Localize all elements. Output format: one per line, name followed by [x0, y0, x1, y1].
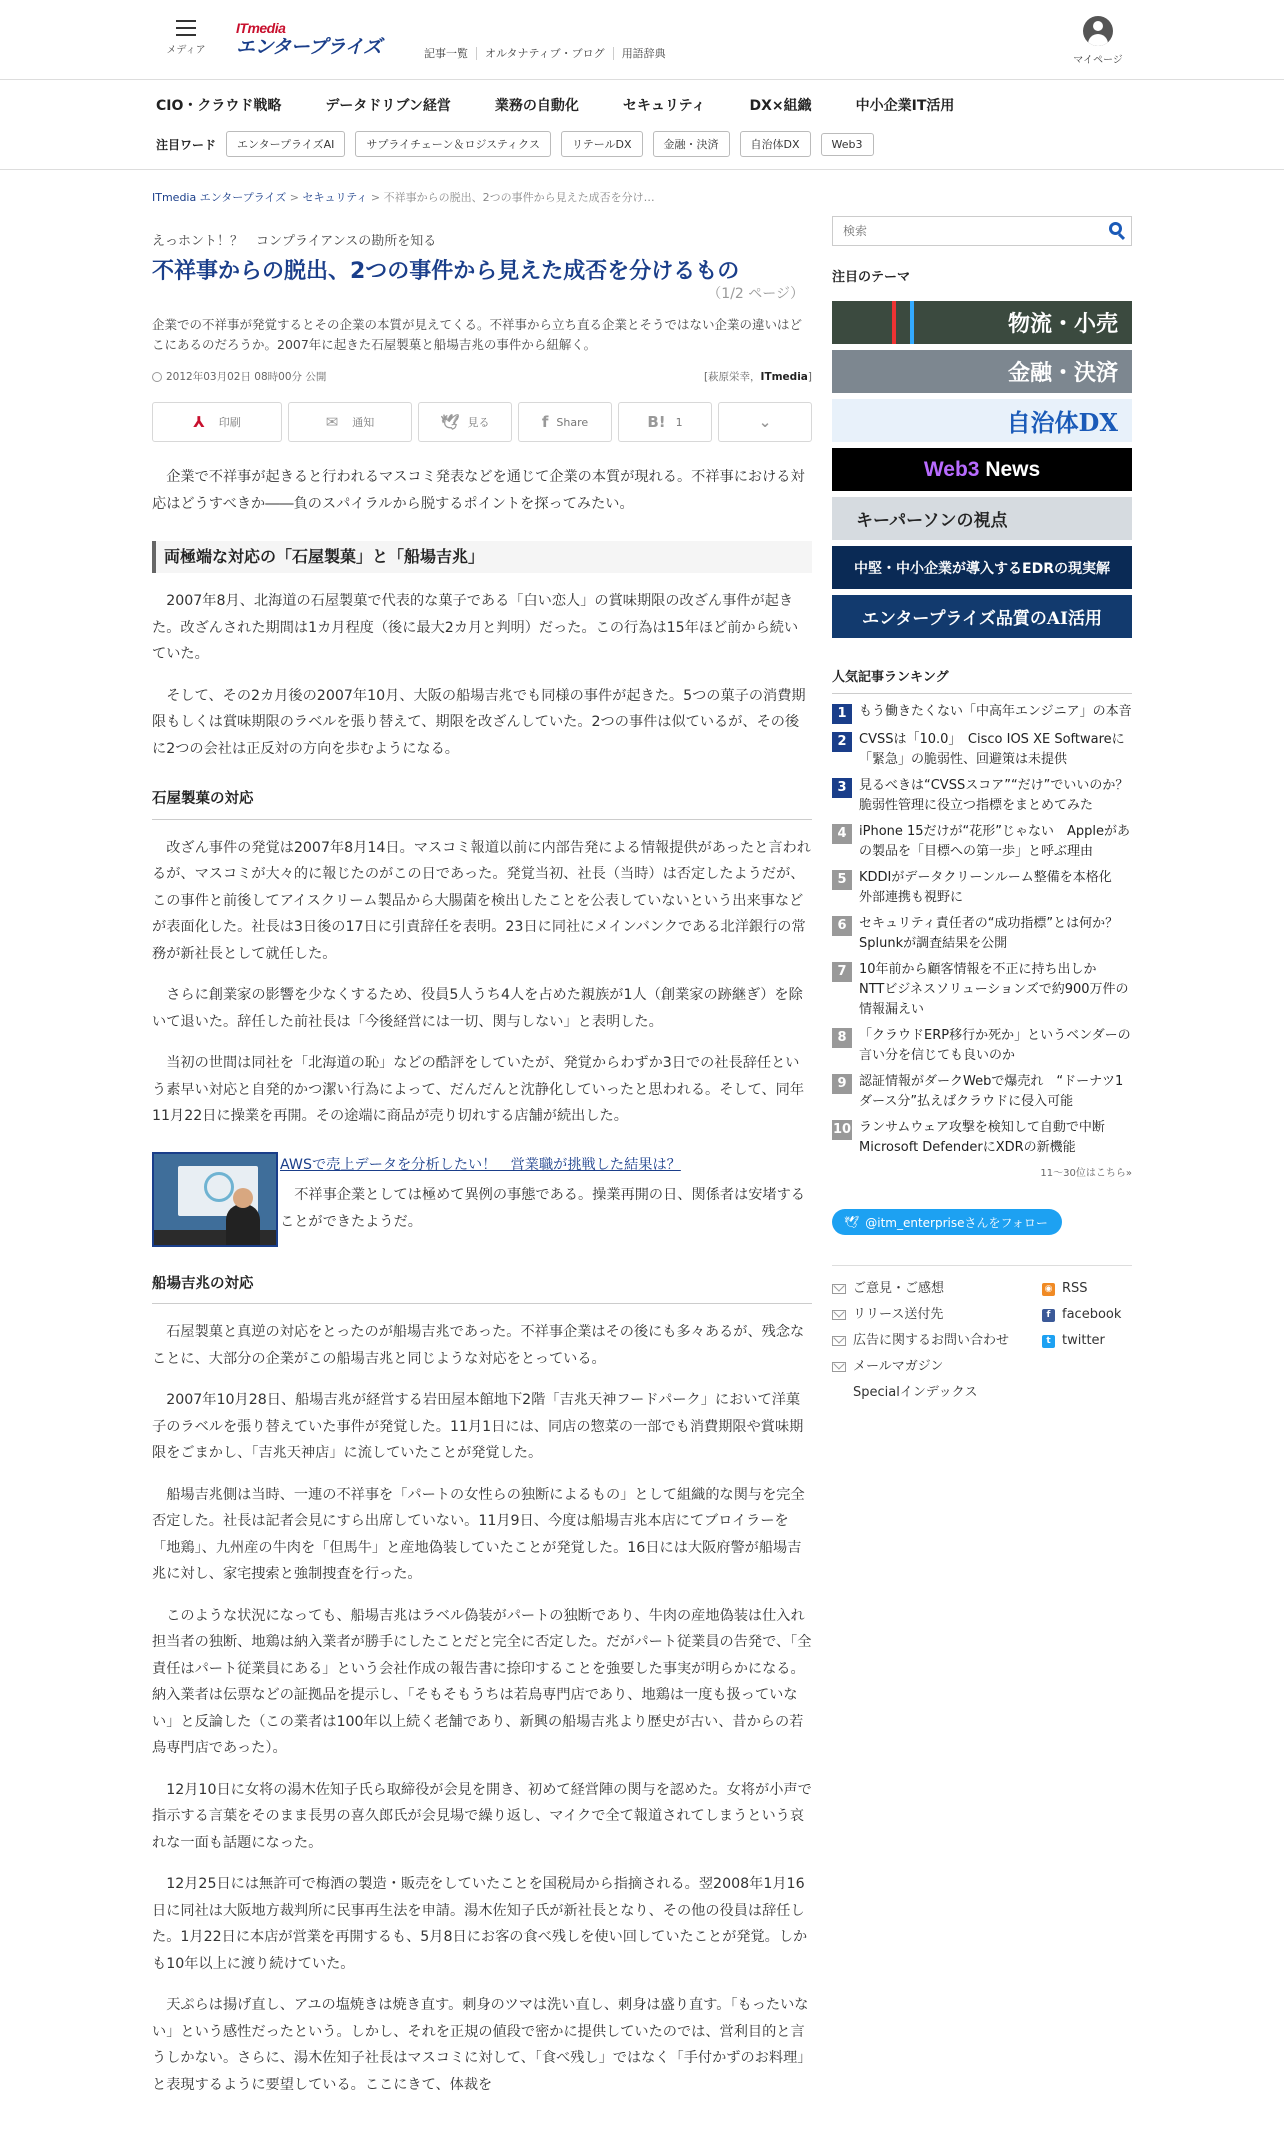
keywords-title: 注目ワード — [156, 137, 217, 152]
print-button[interactable]: ⅄ 印刷 — [152, 402, 282, 442]
paragraph: 当初の世間は同社を「北海道の恥」などの酷評をしていたが、発覚からわずか3日での社長辞任という素早い対応と自発的かつ潔い行為によって、だんだんと沈静化していったと思われる。そして、同年11月22日に操業を再開。その途端に商品が売り切れする店舗が続出した。 — [152, 1055, 805, 1124]
nav-glossary[interactable]: 用語辞典 — [621, 47, 666, 60]
banner-keyperson[interactable]: キーパーソンの視点 — [832, 497, 1132, 540]
search-box — [832, 216, 1132, 246]
subsection-heading: 石屋製菓の対応 — [152, 786, 812, 820]
keyword-finance[interactable]: 金融・決済 — [653, 131, 730, 157]
keyword-enterprise-ai[interactable]: エンタープライズAI — [226, 131, 345, 157]
notify-icon: ✉ — [325, 413, 339, 431]
search-input[interactable] — [833, 217, 1093, 245]
breadcrumb-current: > 不祥事からの脱出、2つの事件から見えた成否を分け… — [367, 191, 655, 204]
banner-gov-dx[interactable]: 自治体DX — [832, 399, 1132, 442]
search-icon[interactable] — [1109, 222, 1125, 238]
paragraph: 2007年10月28日、船場吉兆が経営する岩田屋本館地下2階「吉兆天神フードパーク」において洋菓子のラベルを張り替えていた事件が発覚した。11月1日には、同店の惣菜の一部でも消費期限や賞味期限をごまかし、「吉兆天神店」に流していたことが発覚した。 — [152, 1392, 804, 1461]
mypage-button[interactable] — [1068, 16, 1128, 66]
related-article-link[interactable]: AWSで売上データを分析したい！ 営業職が挑戦した結果は？ — [280, 1156, 681, 1173]
blank-icon — [832, 1388, 846, 1398]
paragraph: 改ざん事件の発覚は2007年8月14日。マスコミ報道以前に内部告発による情報提供があったと言われるが、マスコミが大々的に報じたのがこの日であった。発覚当初、社長（当時）は否定したようだが、この事件と前後してアイスクリーム製品から大腸菌を検出したことを公表していないという出来事などが表面化した。社長は3日後の17日に引責辞任を表明。23日に同社にメインバンクである北洋銀行の常務が新社長として就任した。 — [152, 839, 811, 962]
media-menu-label: メディア — [166, 45, 206, 56]
ranking-title: 人気記事ランキング — [832, 666, 1132, 694]
paragraph: そして、その2カ月後の2007年10月、大阪の船場吉兆でも同様の事件が起きた。5つの菓子の消費期限もしくは賞味期限のラベルを張り替えて、期限を改ざんしていた。2つの事件は似ているが、その後に2つの会社は正反対の方向を歩むようになる。 — [152, 687, 806, 757]
ranking-item[interactable]: 8 「クラウドERP移行か死か」というベンダーの言い分を信じても良いのか — [832, 1026, 1132, 1066]
facebook-share-button[interactable]: f Share — [518, 402, 612, 442]
keyword-retail-dx[interactable]: リテールDX — [561, 131, 643, 157]
related-thumbnail[interactable] — [152, 1152, 278, 1247]
mail-icon — [832, 1362, 846, 1372]
ranking-item[interactable]: 7 10年前から顧客情報を不正に持ち出しか NTTビジネスソリューションズで約900万件の情報漏えい — [832, 960, 1132, 1020]
sidebar — [832, 216, 1142, 1410]
link-release[interactable]: リリース送付先 — [832, 1306, 1042, 1324]
article-title: 不祥事からの脱出、2つの事件から見えた成否を分けるもの — [152, 259, 740, 284]
article-body — [152, 464, 812, 2098]
author: [萩原栄幸，ITmedia] — [703, 371, 812, 383]
twitter-share-button[interactable]: 🕊 見る — [418, 402, 512, 442]
ranking-list — [832, 702, 1142, 1158]
link-feedback[interactable]: ご意見・ご感想 — [832, 1280, 1042, 1298]
mail-icon — [832, 1310, 846, 1320]
ranking-more-link[interactable]: 11～30位はこちら» — [1040, 1168, 1132, 1179]
category-automation[interactable]: 業務の自動化 — [494, 98, 579, 114]
hatena-bookmark-button[interactable]: B! 1 — [618, 402, 712, 442]
keyword-gov-dx[interactable]: 自治体DX — [740, 131, 811, 157]
pocket-icon: ⌄ — [758, 413, 772, 431]
sidebar-footer-links — [832, 1265, 1132, 1410]
hamburger-icon — [176, 20, 196, 36]
hatena-icon: B! — [647, 413, 666, 431]
link-ad-inquiry[interactable]: 広告に関するお問い合わせ — [832, 1332, 1042, 1350]
twitter-follow-button[interactable]: 🕊 @itm_enterpriseさんをフォロー — [832, 1209, 1062, 1235]
category-security[interactable]: セキュリティ — [622, 98, 706, 114]
breadcrumb-home[interactable]: ITmedia エンタープライズ — [152, 191, 287, 204]
category-smb-it[interactable]: 中小企業IT活用 — [855, 98, 955, 114]
mail-icon — [832, 1284, 846, 1294]
theme-banners — [832, 301, 1132, 638]
paragraph: 船場吉兆側は当時、一連の不祥事を「パートの女性らの独断によるもの」として組織的な関与を完全否定した。社長は記者会見にすら出席していない。11月9日、今度は船場吉兆本店にてブロイラーを「地鶏」、九州産の牛肉を「但馬牛」と産地偽装していたことが発覚した。16日には大阪府警が船場吉兆に対し、家宅捜索と強制捜査を行った。 — [152, 1486, 805, 1582]
mail-icon — [832, 1336, 846, 1346]
paragraph: 天ぷらは揚げ直し、アユの塩焼きは焼き直す。刺身のツマは洗い直し、刺身は盛り直す。「もったいない」という感性だったという。しかし、それを正規の値段で密かに提供していたのでは、営利目的と言うしかない。さらに、湯木佐知子社長はマスコミに対して、「食べ残し」ではなく「手付かずのお料理」と表現するように要望している。ここにきて、体裁を — [152, 1997, 812, 2093]
theme-title: 注目のテーマ — [832, 270, 911, 285]
category-dx-org[interactable]: DX×組織 — [749, 98, 812, 114]
banner-logistics-retail[interactable]: 物流・小売 — [832, 301, 1132, 344]
link-special-index[interactable]: Specialインデックス — [832, 1384, 1042, 1402]
ranking-item[interactable]: 1 もう働きたくない「中高年エンジニア」の本音 — [832, 702, 1132, 724]
media-menu-button[interactable] — [164, 20, 208, 56]
article-lead: 企業での不祥事が発覚するとその企業の本質が見えてくる。不祥事から立ち直る企業とそうではない企業の違いはどこにあるのだろうか。2007年に起きた石屋製菓と船場吉兆の事件から紐解く。 — [152, 317, 803, 352]
twitter-icon: 🕊 — [844, 1215, 860, 1229]
share-bar — [152, 402, 812, 442]
nav-article-list[interactable]: 記事一覧 — [424, 47, 477, 60]
site-logo[interactable]: ITmedia エンタープライズ — [236, 20, 382, 58]
category-cio-cloud[interactable]: CIO・クラウド戦略 — [156, 98, 282, 114]
link-newsletter[interactable]: メールマガジン — [832, 1358, 1042, 1376]
breadcrumb: ITmedia エンタープライズ > セキュリティ > 不祥事からの脱出、2つの事件から見えた成否を分け… — [152, 191, 655, 204]
user-icon — [1083, 16, 1113, 46]
article-meta — [152, 369, 812, 384]
twitter-icon: 🕊 — [440, 413, 460, 431]
mypage-label: マイページ — [1073, 55, 1123, 66]
paragraph: 石屋製菓と真逆の対応をとったのが船場吉兆であった。不祥事企業はその後にも多々あるが、残念なことに、大部分の企業がこの船場吉兆と同じような対応をとっている。 — [152, 1324, 805, 1367]
ranking-item[interactable]: 9 認証情報がダークWebで爆売れ “ドーナツ1ダース分”払えばクラウドに侵入可能 — [832, 1072, 1132, 1112]
print-icon: ⅄ — [193, 413, 205, 431]
link-rss[interactable]: ◉ RSS — [1042, 1280, 1132, 1298]
nav-alternative-blog[interactable]: オルタナティブ・ブログ — [477, 47, 614, 60]
related-article — [152, 1152, 812, 1247]
ranking-item[interactable]: 10 ランサムウェア攻撃を検知して自動で中断 Microsoft DefenderにXDRの新機能 — [832, 1120, 1118, 1155]
ranking-item[interactable]: 5 KDDIがデータクリーンルーム整備を本格化 外部連携も視野に — [832, 868, 1132, 908]
notify-button[interactable]: ✉ 通知 — [288, 402, 412, 442]
pocket-button[interactable] — [718, 402, 812, 442]
ranking-item[interactable]: 4 iPhone 15だけが“花形”じゃない Appleがあの製品を「目標への第一歩」と呼ぶ理由 — [832, 822, 1132, 862]
page-indicator: （1/2 ページ） — [707, 286, 804, 302]
section-heading: 両極端な対応の「石屋製菓」と「船場吉兆」 — [152, 541, 812, 573]
paragraph: 不祥事企業としては極めて異例の事態である。操業再開の日、関係者は安堵することができたようだ。 — [280, 1187, 805, 1230]
banner-finance[interactable]: 金融・決済 — [832, 350, 1132, 393]
category-data-driven[interactable]: データドリブン経営 — [325, 98, 451, 114]
ranking-item[interactable]: 3 見るべきは“CVSSスコア”“だけ”でいいのか？ 脆弱性管理に役立つ指標をまとめてみた — [832, 776, 1132, 816]
link-facebook[interactable]: f facebook — [1042, 1306, 1132, 1324]
paragraph: 企業で不祥事が起きると行われるマスコミ発表などを通じて企業の本質が現れる。不祥事における対応はどうすべきか――負のスパイラルから脱するポイントを探ってみたい。 — [152, 469, 805, 512]
category-nav — [0, 80, 1284, 170]
publish-date: 2012年03月02日 08時00分 公開 — [152, 369, 326, 384]
keyword-web3[interactable]: Web3 — [821, 133, 874, 156]
twitter-icon: t — [1042, 1335, 1055, 1348]
rss-icon: ◉ — [1042, 1283, 1055, 1296]
facebook-icon: f — [1042, 1309, 1055, 1322]
subsection-heading: 船場吉兆の対応 — [152, 1271, 812, 1305]
paragraph: 2007年8月、北海道の石屋製菓で代表的な菓子である「白い恋人」の賞味期限の改ざん事件が起きた。改ざんされた期間は1カ月程度（後に最大2カ月と判明）だった。この行為は15年ほど前から続いていた。 — [152, 593, 799, 662]
link-twitter[interactable]: t twitter — [1042, 1332, 1132, 1350]
banner-enterprise-ai[interactable]: エンタープライズ品質のAI活用 — [832, 595, 1132, 638]
paragraph: さらに創業家の影響を少なくするため、役員5人うち4人を占めた親族が1人（創業家の跡継ぎ）を除いて退いた。辞任した前社長は「今後経営には一切、関与しない」と表明した。 — [152, 987, 803, 1030]
ranking-item[interactable]: 6 セキュリティ責任者の“成功指標”とは何か？ Splunkが調査結果を公開 — [832, 914, 1132, 954]
paragraph: このような状況になっても、船場吉兆はラベル偽装がパートの独断であり、牛肉の産地偽装は仕入れ担当者の独断、地鶏は納入業者が勝手にしたことだと完全に否定した。だがパート従業員の告発で、「全責任はパート従業員にある」という会社作成の報告書に捺印することを強要した事実が明らかになる。納入業者は伝票などの証拠品を提示し、「そもそもうちは若鳥専門店であり、地鶏は一度も扱っていない」と反論した（この業者は100年以上続く老舗であり、新興の船場吉兆より歴史が古い、昔からの若鳥専門店であった）。 — [152, 1607, 812, 1756]
ranking-item[interactable]: 2 CVSSは「10.0」 Cisco IOS XE Softwareに「緊急」の脆弱性、回避策は未提供 — [832, 730, 1132, 770]
keyword-supply-chain[interactable]: サプライチェーン＆ロジスティクス — [355, 131, 551, 157]
banner-edr[interactable]: 中堅・中小企業が導入するEDRの現実解 — [832, 546, 1132, 589]
article-subtitle: えっホント！？ コンプライアンスの勘所を知る — [152, 234, 437, 249]
facebook-icon: f — [541, 413, 549, 431]
banner-web3-news[interactable]: Web3 News — [832, 448, 1132, 491]
paragraph: 12月25日には無許可で梅酒の製造・販売をしていたことを国税局から指摘される。翌2008年1月16日に同社は大阪地方裁判所に民事再生法を申請。湯木佐知子氏が新社長となり、その他の役員は辞任した。1月22日に本店が営業を再開するも、5月8日にお客の食べ残しを使い回していたことが発覚。しかも10年以上に渡り続けていた。 — [152, 1876, 808, 1972]
site-header — [0, 0, 1284, 80]
article-main — [152, 189, 812, 2098]
breadcrumb-security[interactable]: セキュリティ — [302, 191, 368, 204]
paragraph: 12月10日に女将の湯木佐知子氏ら取締役が会見を開き、初めて経営陣の関与を認めた。女将が小声で指示する言葉をそのまま長男の喜久郎氏が会見場で繰り返し、マイクで全て報道されてしまうという哀れな一面も話題になった。 — [152, 1781, 812, 1851]
clock-icon — [152, 372, 162, 382]
global-nav — [424, 45, 674, 61]
